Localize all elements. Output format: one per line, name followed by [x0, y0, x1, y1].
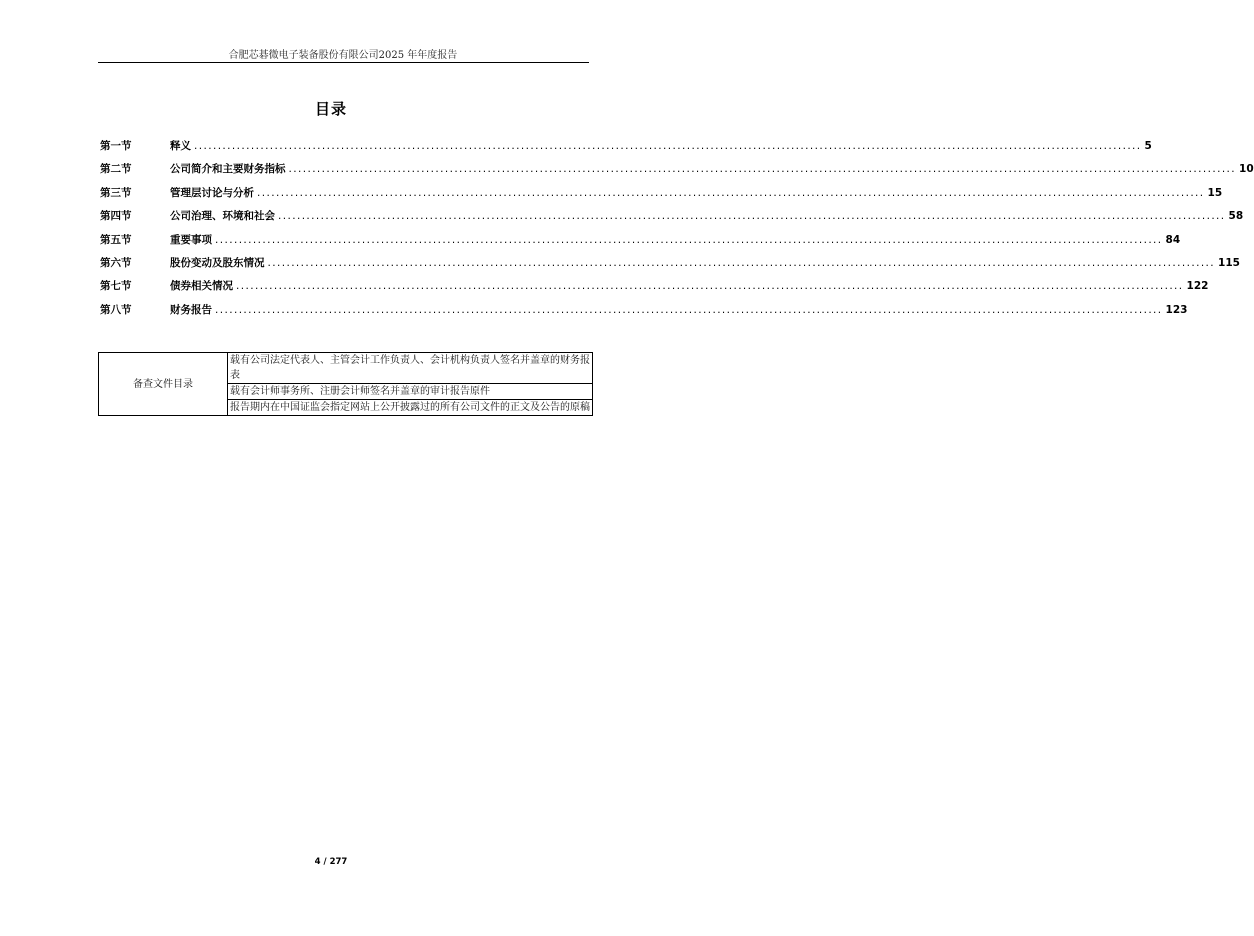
page-header: 合肥芯碁微电子装备股份有限公司2025 年年度报告 [228, 50, 458, 61]
toc-entry-8[interactable] [100, 302, 1188, 325]
table-of-contents [100, 138, 1254, 325]
toc-section-number: 第五节 [100, 233, 132, 246]
toc-entry-3[interactable] [100, 185, 1223, 208]
toc-page-number: 122 [1186, 280, 1209, 293]
toc-section-number: 第六节 [100, 256, 132, 269]
toc-section-number: 第三节 [100, 186, 132, 199]
toc-section-number: 第七节 [100, 280, 132, 293]
table-row [99, 353, 593, 384]
toc-entry-4[interactable] [100, 208, 1244, 231]
reference-doc-item: 载有公司法定代表人、主管会计工作负责人、会计机构负责人签名并盖章的财务报表 [228, 353, 593, 384]
toc-section-name: 财务报告 [170, 303, 212, 316]
toc-page-number: 123 [1165, 303, 1188, 316]
toc-leader-dots: ........................................................................................................................................................................................................ [236, 280, 1184, 293]
toc-leader-dots: ........................................................................................................................................................................................................ [257, 186, 1205, 199]
toc-leader-dots: ........................................................................................................................................................................................................ [288, 163, 1237, 176]
toc-entry-5[interactable] [100, 232, 1181, 255]
toc-entry-6[interactable] [100, 255, 1240, 278]
toc-section-name: 债券相关情况 [170, 280, 233, 293]
toc-section-name: 重要事项 [170, 233, 212, 246]
toc-section-number: 第四节 [100, 210, 132, 223]
toc-leader-dots: ........................................................................................................................................................................................................ [215, 303, 1163, 316]
toc-page-number: 15 [1207, 186, 1223, 199]
toc-page-number: 84 [1165, 233, 1181, 246]
toc-section-name: 公司简介和主要财务指标 [170, 163, 286, 176]
toc-leader-dots: ........................................................................................................................................................................................................ [278, 210, 1226, 223]
toc-entry-2[interactable] [100, 161, 1254, 184]
reference-documents-table [98, 352, 593, 416]
toc-page-number: 58 [1228, 210, 1244, 223]
toc-section-number: 第一节 [100, 140, 132, 152]
reference-docs-label: 备查文件目录 [99, 353, 228, 416]
toc-page-number: 10 [1239, 163, 1254, 176]
reference-doc-item: 报告期内在中国证监会指定网站上公开披露过的所有公司文件的正文及公告的原稿 [228, 400, 593, 416]
toc-leader-dots: ........................................................................................................................................................................................................ [194, 140, 1142, 152]
toc-page-number: 115 [1218, 256, 1240, 269]
toc-section-number: 第八节 [100, 303, 132, 316]
reference-doc-item: 载有会计师事务所、注册会计师签名并盖章的审计报告原件 [228, 384, 593, 400]
toc-section-name: 股份变动及股东情况 [170, 256, 265, 269]
toc-leader-dots: ........................................................................................................................................................................................................ [215, 233, 1163, 246]
page-number: 4 / 277 [314, 857, 348, 867]
toc-entry-7[interactable] [100, 278, 1209, 301]
toc-title: 目录 [314, 100, 347, 118]
toc-section-name: 释义 [170, 140, 191, 152]
toc-section-number: 第二节 [100, 163, 132, 176]
header-divider [98, 62, 589, 63]
toc-section-name: 公司治理、环境和社会 [170, 210, 275, 223]
toc-entry-1[interactable] [100, 138, 1152, 161]
toc-section-name: 管理层讨论与分析 [170, 186, 254, 199]
toc-page-number: 5 [1144, 140, 1152, 152]
toc-leader-dots: ........................................................................................................................................................................................................ [267, 256, 1216, 269]
